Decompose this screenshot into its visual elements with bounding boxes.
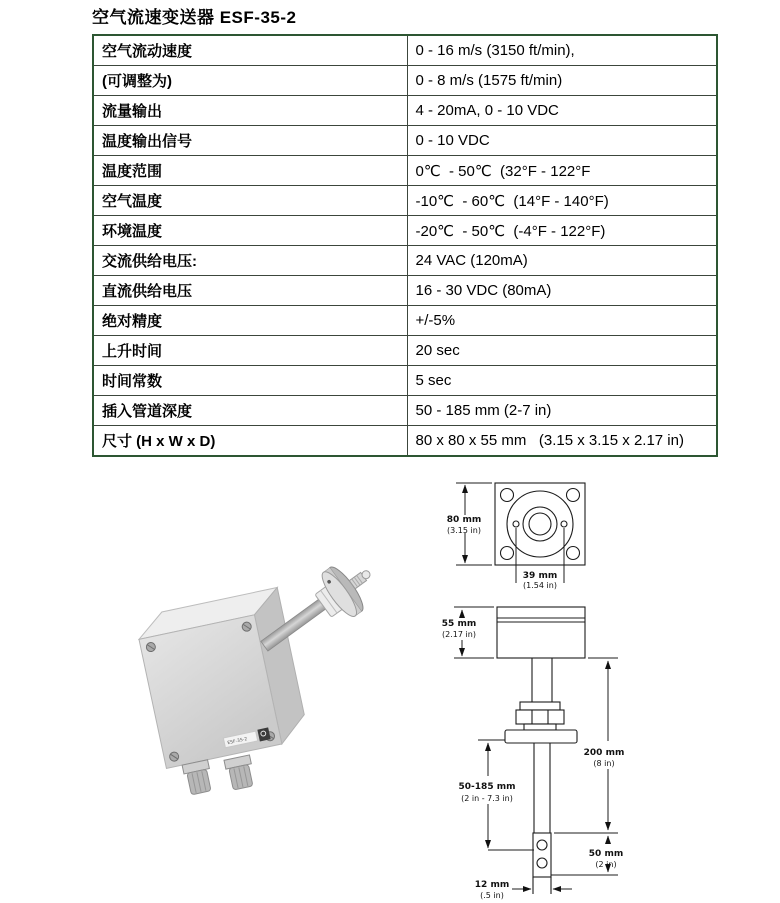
dim-200in-label: (8 in) <box>593 759 615 768</box>
spec-label: 温度输出信号 <box>93 126 407 156</box>
spec-table <box>92 34 718 457</box>
table-row <box>93 35 717 66</box>
dim-55mm-label: 55 mm <box>441 619 477 629</box>
table-row <box>93 126 717 156</box>
dimension-drawing <box>428 473 728 903</box>
table-row <box>93 216 717 246</box>
dim-200mm <box>554 658 618 833</box>
table-row <box>93 96 717 126</box>
spec-label: 空气温度 <box>93 186 407 216</box>
spec-value: 16 - 30 VDC (80mA) <box>407 276 717 306</box>
spec-label: 流量输出 <box>93 96 407 126</box>
spec-label: 环境温度 <box>93 216 407 246</box>
spec-value: 0℃ - 50℃ (32°F - 122°F <box>407 156 717 186</box>
table-row <box>93 336 717 366</box>
spec-label: 温度范围 <box>93 156 407 186</box>
spec-value: 0 - 16 m/s (3150 ft/min), <box>407 35 717 66</box>
dim-39mm-label: 39 mm <box>522 571 558 581</box>
mounting-flange <box>307 551 385 628</box>
spec-label: 插入管道深度 <box>93 396 407 426</box>
device-label-text: ESF-35-2 <box>227 737 248 747</box>
spec-value: 20 sec <box>407 336 717 366</box>
dim-50-185in-label: (2 in - 7.3 in) <box>461 794 513 803</box>
dim-80in-label: (3.15 in) <box>447 526 481 535</box>
device-box <box>138 587 317 802</box>
table-row <box>93 246 717 276</box>
table-row <box>93 186 717 216</box>
dim-12in-label: (.5 in) <box>480 891 504 900</box>
spec-value: +/-5% <box>407 306 717 336</box>
table-row <box>93 366 717 396</box>
spec-value: 5 sec <box>407 366 717 396</box>
table-row <box>93 306 717 336</box>
table-row <box>93 276 717 306</box>
spec-label: 时间常数 <box>93 366 407 396</box>
dim-12mm-label: 12 mm <box>474 880 510 890</box>
spec-value: 4 - 20mA, 0 - 10 VDC <box>407 96 717 126</box>
spec-value: 24 VAC (120mA) <box>407 246 717 276</box>
dim-50in-label: (2 in) <box>595 860 617 869</box>
spec-label: 绝对精度 <box>93 306 407 336</box>
dim-200mm-label: 200 mm <box>583 748 625 758</box>
spec-label: 尺寸 (H x W x D) <box>93 426 407 457</box>
dim-50-185mm-label: 50-185 mm <box>458 782 516 792</box>
table-row <box>93 66 717 96</box>
product-photo <box>138 550 408 840</box>
spec-label: 交流供给电压: <box>93 246 407 276</box>
spec-value: 80 x 80 x 55 mm (3.15 x 3.15 x 2.17 in) <box>407 426 717 457</box>
spec-label: (可调整为) <box>93 66 407 96</box>
spec-value: -20℃ - 50℃ (-4°F - 122°F) <box>407 216 717 246</box>
table-row <box>93 156 717 186</box>
table-row <box>93 426 717 457</box>
spec-value: 0 - 8 m/s (1575 ft/min) <box>407 66 717 96</box>
spec-value: 0 - 10 VDC <box>407 126 717 156</box>
spec-label: 上升时间 <box>93 336 407 366</box>
dim-55in-label: (2.17 in) <box>442 630 476 639</box>
spec-value: 50 - 185 mm (2-7 in) <box>407 396 717 426</box>
spec-label: 空气流动速度 <box>93 35 407 66</box>
page-title: 空气流速变送器 ESF-35-2 <box>92 8 297 27</box>
dim-39in-label: (1.54 in) <box>523 581 557 590</box>
spec-label: 直流供给电压 <box>93 276 407 306</box>
spec-value: -10℃ - 60℃ (14°F - 140°F) <box>407 186 717 216</box>
dim-50mm-label: 50 mm <box>588 849 624 859</box>
table-row <box>93 396 717 426</box>
dim-80mm-label: 80 mm <box>446 515 482 525</box>
